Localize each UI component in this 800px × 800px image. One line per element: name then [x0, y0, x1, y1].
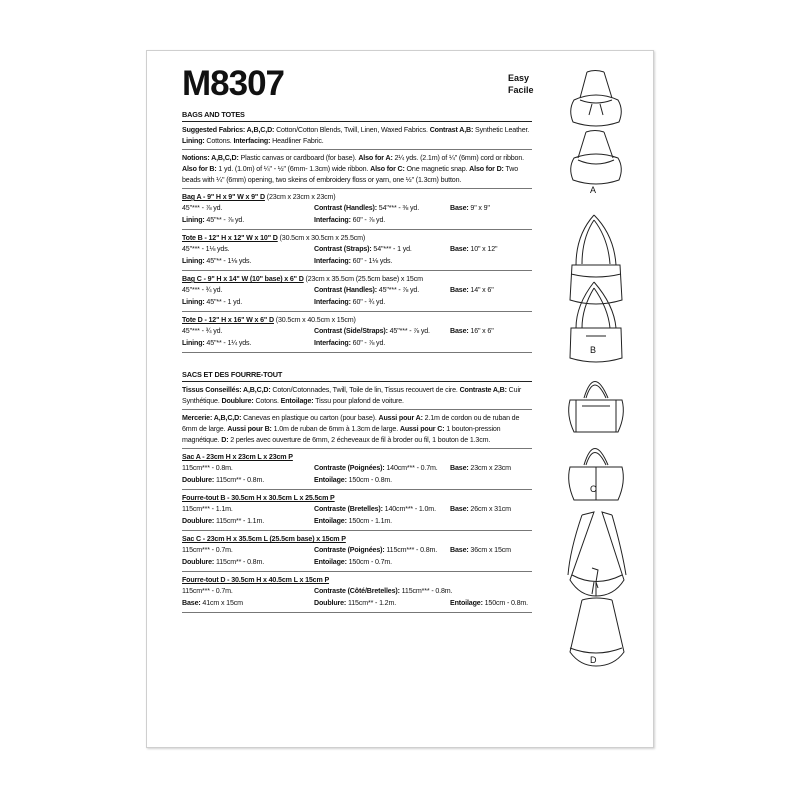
bag-illustrations [556, 60, 636, 680]
notions-block-en: Notions: A,B,C,D: Plastic canvas or cardboard (for base). Also for A: 2¼ yds. (2.1m) of ¼" (6mm) cord or ribbon. Also for B: 1 yd. (1.0m) of ¼" - ½" (6mm- 1.3cm) wide ribbon. Also for C: One magnetic snap. Also for D: Two beads with ¼" (6mm) opening, two skeins of embroidery floss or yarn, one ½" (1.3cm) button. [182, 153, 532, 189]
view-label-c: C [590, 484, 597, 494]
bag-a-back-illustration [571, 131, 622, 185]
fabrics-block-en: Suggested Fabrics: A,B,C,D: Cotton/Cotton Blends, Twill, Linen, Waxed Fabrics. Contrast A,B: Synthetic Leather. Lining: Cottons. Interfacing: Headliner Fabric. [182, 125, 532, 150]
view-block-en-d: Tote D - 12" H x 16" W x 6" D (30.5cm x 40.5cm x 15cm) 45"*** - ¾ yd. Contrast (Side/Straps): 45"*** - ⅞ yd. Base: 16" x 6" Lining: 45"** - 1¼ yds. Interfacing: 60" - ⅞ yd. [182, 315, 532, 353]
view-block-en-b: Tote B - 12" H x 12" W x 10" D (30.5cm x 30.5cm x 25.5cm) 45"*** - 1⅛ yds. Contrast (Straps): 54"*** - 1 yd. Base: 10" x 12" Lining: 45"** - 1⅛ yds. Interfacing: 60" - 1⅛ yds. [182, 233, 532, 271]
view-label-d: D [590, 655, 597, 665]
view-block-fr-c: Sac C - 23cm H x 35.5cm L (25.5cm base) x 15cm P 115cm*** - 0.7m. Contraste (Poignées): 115cm*** - 0.8m. Base: 36cm x 15cm Doublure: 115cm** - 0.8m. Entoilage: 150cm - 0.7m. [182, 534, 532, 572]
view-block-en-a: Bag A - 9" H x 9" W x 9" D (23cm x 23cm x 23cm) 45"*** - ⅞ yd. Contrast (Handles): 54"*** - ⅜ yd. Base: 9" x 9" Lining: 45"** - ⅞ yd. Interfacing: 60" - ⅞ yd. [182, 192, 532, 230]
view-block-fr-d: Fourre-tout D - 30.5cm H x 40.5cm L x 15cm P 115cm*** - 0.7m. Contraste (Côté/Bretelles): 115cm*** - 0.8m. Base: 41cm x 15cm Doublure: 115cm** - 1.2m. Entoilage: 150cm - 0.8m. [182, 575, 532, 613]
difficulty-fr: Facile [508, 85, 534, 95]
bag-c-front-illustration [569, 382, 624, 433]
pattern-code: M8307 [182, 64, 285, 103]
view-block-fr-a: Sac A - 23cm H x 23cm L x 23cm P 115cm*** - 0.8m. Contraste (Poignées): 140cm*** - 0.7m. Base: 23cm x 23cm Doublure: 115cm** - 0.8m. Entoilage: 150cm - 0.8m. [182, 452, 532, 490]
view-label-a: A [590, 185, 597, 195]
tote-d-front-illustration [568, 512, 626, 596]
notions-block-fr: Mercerie: A,B,C,D: Canevas en plastique ou carton (pour base). Aussi pour A: 2.1m de cordon ou de ruban de 6mm de large. Aussi pour B: 1.0m de ruban de 6mm à 1.3cm de large. Aussi pour C: 1 bouton-pression magnétique. D: 2 perles avec ouverture de 6mm, 2 écheveaux de fil à broder ou fil, 1 bouton de 1.3cm. [182, 413, 532, 449]
difficulty-en: Easy [508, 73, 530, 83]
bag-a-front-illustration [571, 71, 622, 127]
tote-d-back-illustration [570, 598, 624, 666]
section-heading-fr: SACS ET DES FOURRE-TOUT [182, 370, 532, 382]
instructions-text [182, 110, 532, 616]
view-block-fr-b: Fourre-tout B - 30.5cm H x 30.5cm L x 25.5cm P 115cm*** - 1.1m. Contraste (Bretelles): 140cm*** - 1.0m. Base: 26cm x 31cm Doublure: 115cm** - 1.1m. Entoilage: 150cm - 1.1m. [182, 493, 532, 531]
fabrics-block-fr: Tissus Conseillés: A,B,C,D: Coton/Cotonnades, Twill, Toile de lin, Tissus recouvert de cire. Contraste A,B: Cuir Synthétique. Doublure: Cotons. Entoilage: Tissu pour plafond de voiture. [182, 385, 532, 410]
view-block-en-c: Bag C - 9" H x 14" W (10" base) x 6" D (23cm x 35.5cm (25.5cm base) x 15cm 45"*** - ¾ yd. Contrast (Handles): 45"*** - ⅞ yd. Base: 14" x 6" Lining: 45"** - 1 yd. Interfacing: 60" - ¾ yd. [182, 274, 532, 312]
section-heading-en: BAGS AND TOTES [182, 110, 532, 122]
difficulty-label [508, 72, 534, 96]
view-label-b: B [590, 345, 597, 355]
